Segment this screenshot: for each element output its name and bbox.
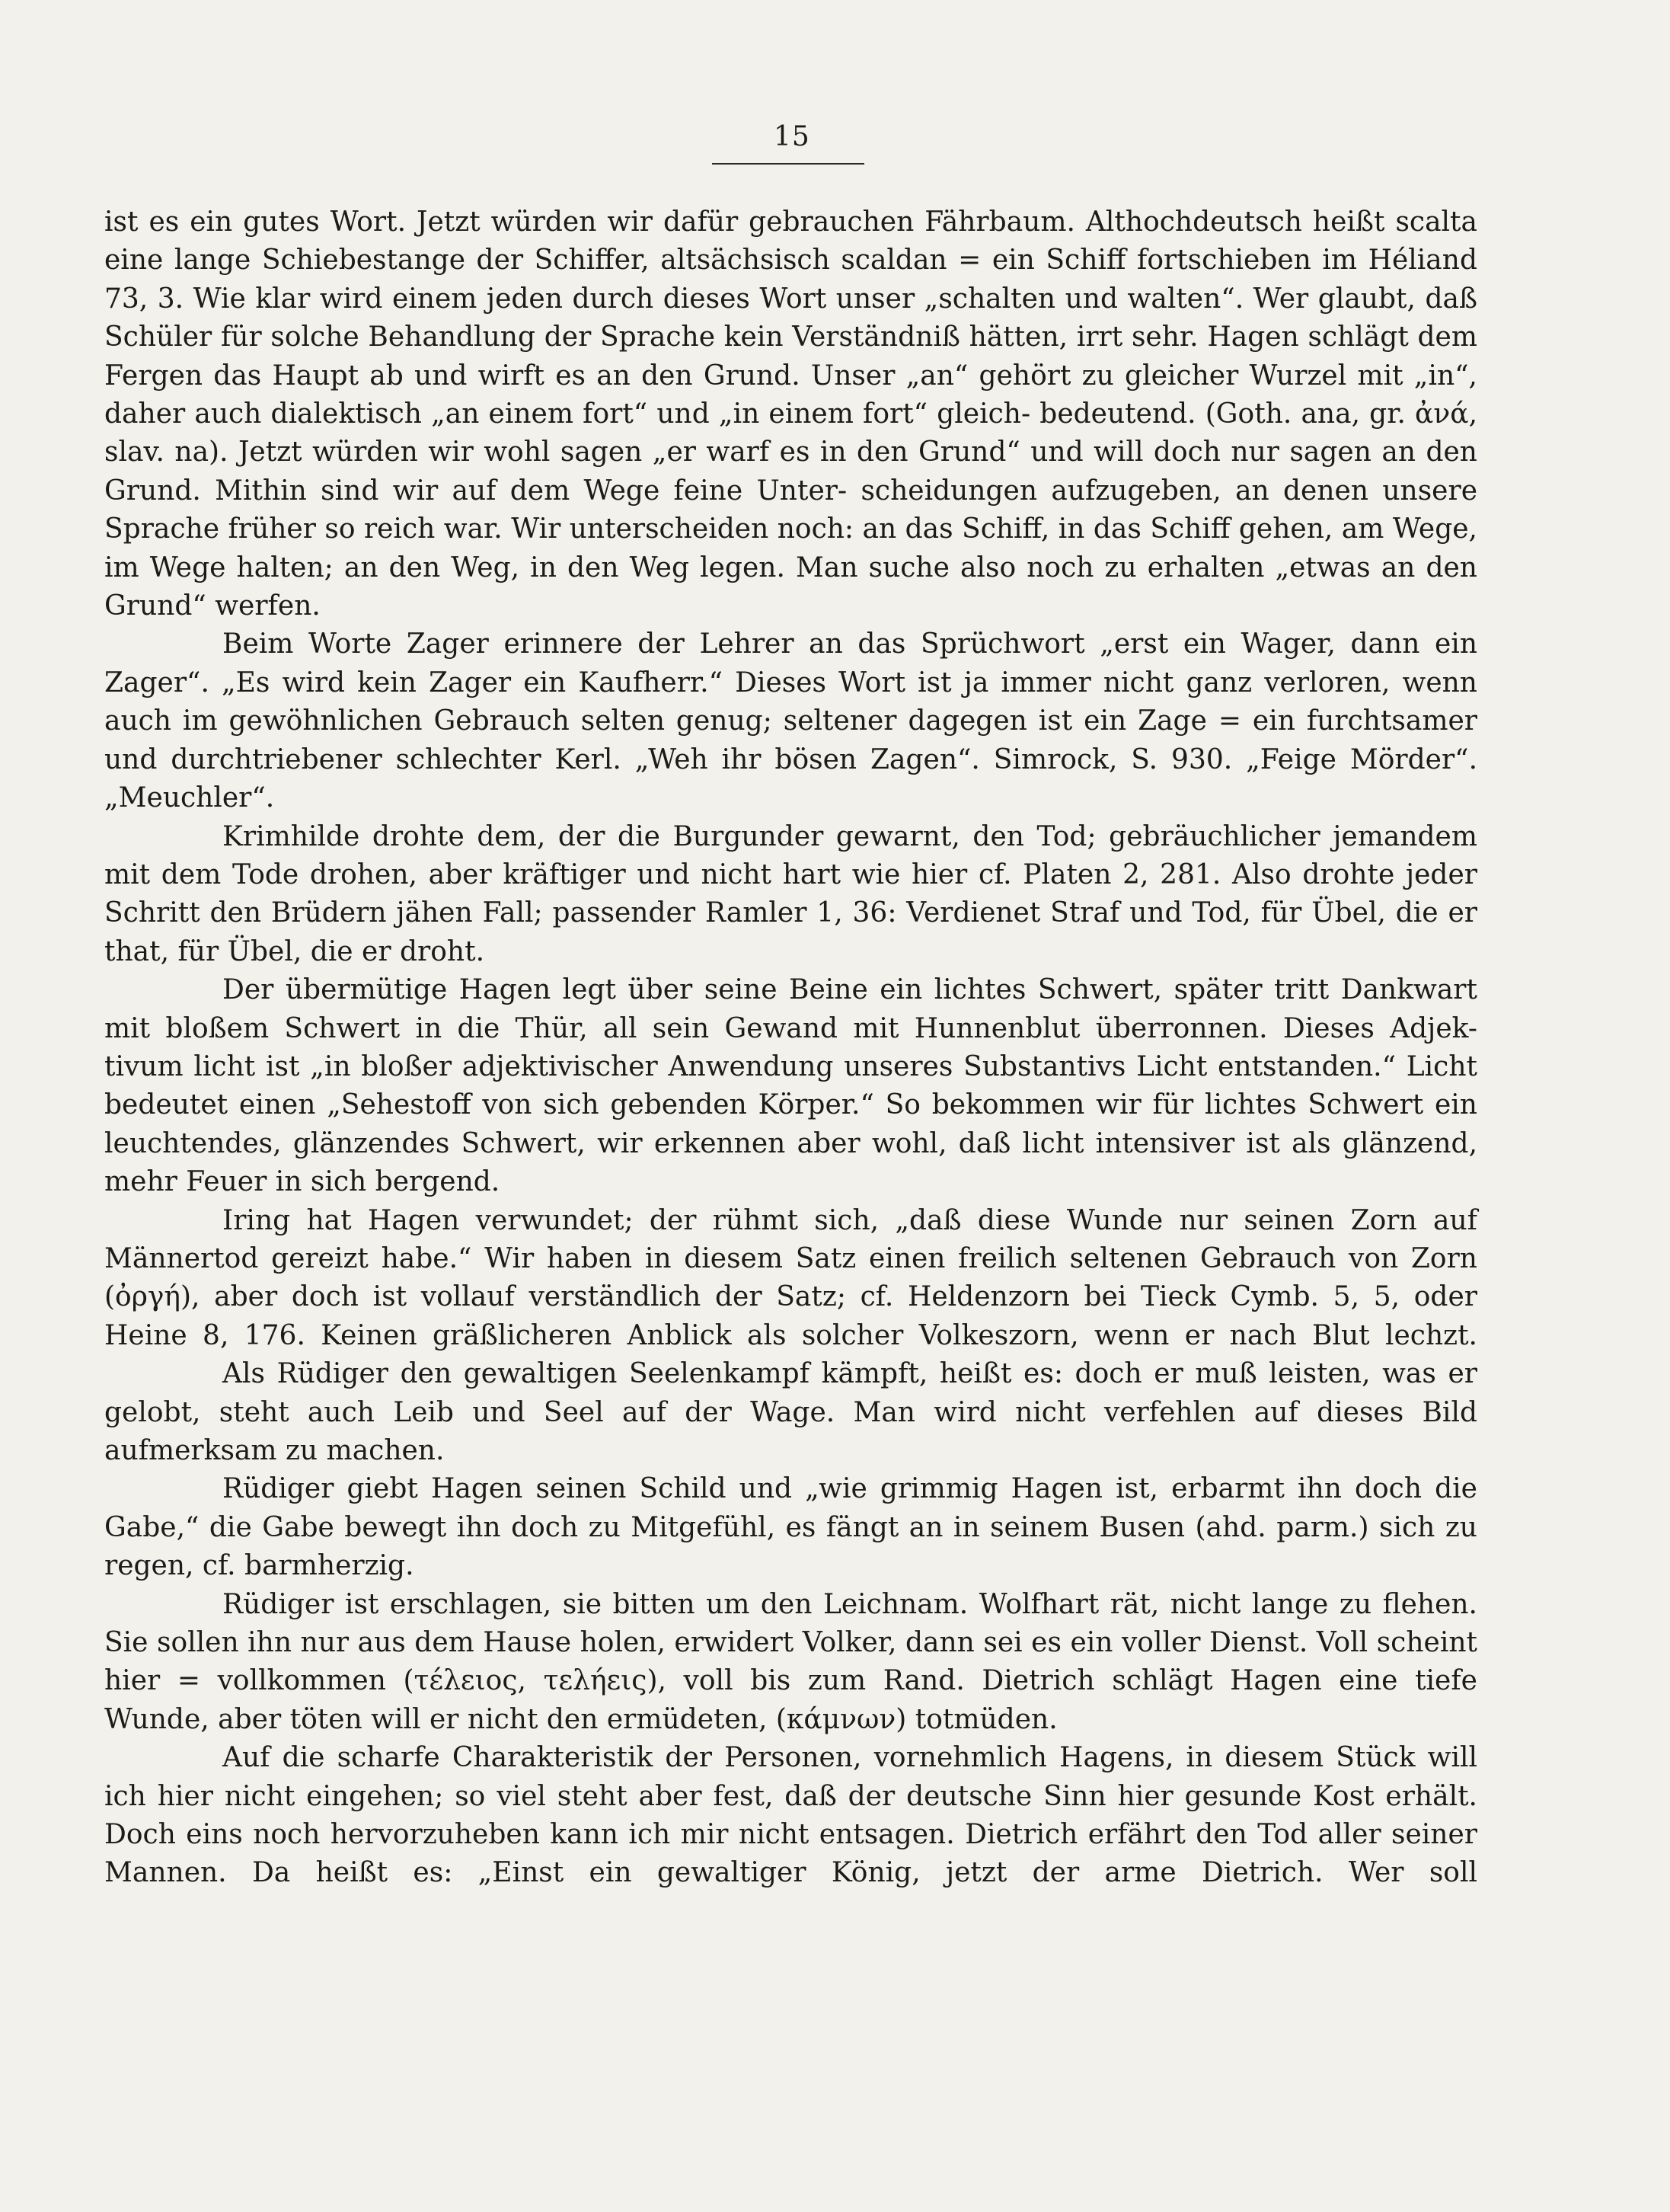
text-line: wenn auch im gewöhnlichen Gebrauch selten genug; seltener dagegen ist ein Zage = ein: [104, 666, 1477, 737]
text-line: gleicher Wurzel mit „in“, daher auch dialektisch „an einem fort“ und „in einem fort“ gleich-: [104, 360, 1477, 430]
text-line: jeder Schritt den Brüdern jähen Fall; passender Ramler 1, 36: Verdienet Straf und Tod, für: [104, 858, 1477, 929]
paragraph: [104, 818, 1477, 972]
text-line: scalta eine lange Schiebestange der Schiffer, altsächsisch scaldan = ein Schiff fortschieben im: [104, 206, 1477, 276]
text-line: Grund“ und will doch nur sagen an den Grund. Mithin sind wir auf dem Wege feine Unter-: [104, 436, 1477, 507]
body-text: [104, 203, 1477, 1893]
text-line: zu regen, cf. barmherzig.: [104, 1511, 1477, 1582]
paragraph: [104, 203, 1477, 625]
text-line: er gelobt, steht auch Leib und Seel auf der Wage. Man wird nicht verfehlen auf dieses Bild: [104, 1358, 1477, 1428]
text-line: Wer glaubt, daß Schüler für solche Behandlung der Sprache kein Verständniß hätten, irrt sehr.: [104, 283, 1478, 353]
text-line: Krimhilde drohte dem, der die Burgunder gewarnt, den Tod; gebräuchlicher jemandem: [222, 820, 1477, 852]
paragraph: [104, 1470, 1477, 1585]
text-line: scheidungen aufzugeben, an denen unsere Sprache früher so reich war. Wir unterscheiden: [104, 475, 1477, 545]
text-line: Doch eins noch hervorzuheben kann ich mir nicht entsagen. Dietrich erfährt den Tod aller: [104, 1819, 1381, 1851]
paragraph: [104, 1355, 1477, 1470]
paragraph: [104, 971, 1477, 1201]
text-line: „Feige Mörder“. „Meuchler“.: [104, 743, 1478, 814]
text-line: Als Rüdiger den gewaltigen Seelenkampf kämpft, heißt es: doch er muß leisten, was: [222, 1358, 1436, 1390]
paragraph: [104, 1586, 1477, 1740]
text-line: Heine 8, 176. Keinen gräßlicheren Anblick als solcher Volkeszorn, wenn er nach Blut lechzt.: [104, 1319, 1477, 1351]
text-line: ein leuchtendes, glänzendes Schwert, wir erkennen aber wohl, daß licht intensiver ist als: [104, 1089, 1477, 1159]
text-line: Rüdiger giebt Hagen seinen Schild und „wie grimmig Hagen ist, erbarmt ihn doch die: [222, 1473, 1477, 1505]
text-line: Beim Worte Zager erinnere der Lehrer an das Sprüchwort „erst ein Wager, dann ein: [222, 628, 1477, 660]
text-line: furchtsamer und durchtriebener schlechter Kerl. „Weh ihr bösen Zagen“. Simrock, S. 930.: [104, 705, 1477, 775]
text-line: glänzend, mehr Feuer in sich bergend.: [104, 1127, 1478, 1198]
text-line: eine tiefe Wunde, aber töten will er nicht den ermüdeten, (κάμνων) totmüden.: [104, 1665, 1477, 1735]
text-line: flehen. Sie sollen ihn nur aus dem Hause holen, erwidert Volker, dann sei es ein voller Dienst.: [104, 1588, 1477, 1659]
header-rule: [712, 163, 864, 165]
text-line: Iring hat Hagen verwundet; der rühmt sich, „daß diese Wunde nur seinen Zorn auf: [222, 1204, 1477, 1236]
text-line: aufmerksam zu machen.: [104, 1435, 445, 1466]
text-line: mit bloßem Schwert in die Thür, all sein Gewand mit Hunnenblut überronnen. Dieses Adjek-: [104, 1012, 1477, 1044]
text-line: ist es ein gutes Wort. Jetzt würden wir dafür gebrauchen Fährbaum. Althochdeutsch heißt: [104, 206, 1385, 238]
text-line: noch: an das Schiff, in das Schiff gehen, am Wege, im Wege halten; an den Weg, in den: [104, 513, 1477, 583]
text-line: Auf die scharfe Charakteristik der Personen, vornehmlich Hagens, in diesem Stück will: [222, 1742, 1477, 1774]
text-line: Zager“. „Es wird kein Zager ein Kaufherr.“ Dieses Wort ist ja immer nicht ganz verloren,: [104, 666, 1391, 698]
page-number: 15: [774, 121, 810, 152]
text-line: tivum licht ist „in bloßer adjektivischer Anwendung unseres Substantivs Licht entstanden.“ Licht: [104, 1050, 1477, 1082]
paragraph: [104, 1202, 1477, 1356]
text-line: Hagen schlägt dem Fergen das Haupt ab und wirft es an den Grund. Unser „an“ gehört zu: [104, 321, 1477, 392]
text-line: Weg legen. Man suche also noch zu erhalten „etwas an den Grund“ werfen.: [104, 551, 1477, 622]
text-line: bedeutend. (Goth. ana, gr. ἀνά, slav. na). Jetzt würden wir wohl sagen „er warf es in den: [104, 398, 1478, 468]
text-line: Voll scheint hier = vollkommen (τέλειος, τελήεις), voll bis zum Rand. Dietrich schlägt Hagen: [104, 1627, 1477, 1697]
text-line: seiner Mannen. Da heißt es: „Einst ein gewaltiger König, jetzt der arme Dietrich. Wer soll: [104, 1819, 1478, 1889]
text-line: (ὀργή), aber doch ist vollauf verständlich der Satz; cf. Heldenzorn bei Tieck Cymb. 5, 5, oder: [104, 1281, 1477, 1313]
paragraph: [104, 625, 1477, 817]
text-line: Übel, die er that, für Übel, die er droht.: [104, 897, 1477, 967]
text-line: Männertod gereizt habe.“ Wir haben in diesem Satz einen freilich seltenen Gebrauch von Zorn: [104, 1242, 1477, 1274]
text-line: mit dem Tode drohen, aber kräftiger und nicht hart wie hier cf. Platen 2, 281. Also drohte: [104, 858, 1395, 890]
text-line: Rüdiger ist erschlagen, sie bitten um den Leichnam. Wolfhart rät, nicht lange zu: [222, 1588, 1372, 1620]
text-line: Der übermütige Hagen legt über seine Beine ein lichtes Schwert, später tritt Dankwart: [222, 974, 1477, 1006]
paragraph: [104, 1739, 1477, 1893]
text-line: bedeutet einen „Sehestoff von sich gebenden Körper.“ So bekommen wir für lichtes Schwert: [104, 1089, 1424, 1121]
text-line: ich hier nicht eingehen; so viel steht aber fest, daß der deutsche Sinn hier gesunde Kost erhält.: [104, 1780, 1477, 1812]
text-line: Héliand 73, 3. Wie klar wird einem jeden durch dieses Wort unser „schalten und walten“.: [104, 245, 1477, 315]
text-line: Gabe,“ die Gabe bewegt ihn doch zu Mitgefühl, es fängt an in seinem Busen (ahd. parm.) sich: [104, 1511, 1435, 1543]
